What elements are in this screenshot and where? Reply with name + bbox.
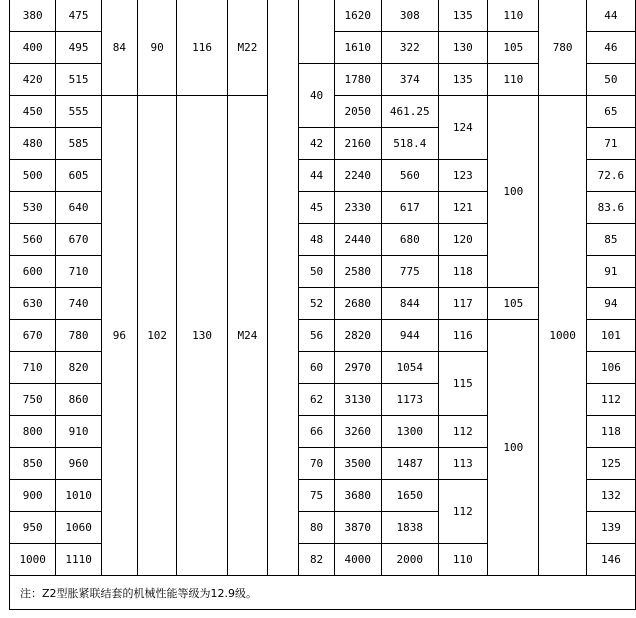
- cell-d: 400: [10, 32, 56, 64]
- cell-p: 117: [438, 288, 488, 320]
- note-row: [10, 576, 636, 610]
- cell-p: 116: [438, 320, 488, 352]
- cell-m: 1610: [334, 32, 381, 64]
- cell-D: 910: [56, 416, 101, 448]
- cell-q: 100: [488, 320, 539, 576]
- cell-n: 1487: [381, 448, 438, 480]
- cell-D: 515: [56, 64, 101, 96]
- cell-m: 2160: [334, 128, 381, 160]
- cell-d: 1000: [10, 544, 56, 576]
- cell-k: 48: [299, 224, 334, 256]
- cell-r: 91: [586, 256, 635, 288]
- cell-d: 800: [10, 416, 56, 448]
- cell-D: 960: [56, 448, 101, 480]
- cell-s: 780: [539, 0, 586, 96]
- cell-k: 56: [299, 320, 334, 352]
- cell-p: 115: [438, 352, 488, 416]
- cell-a: 84: [101, 0, 137, 96]
- cell-k: 60: [299, 352, 334, 384]
- cell-p: 130: [438, 32, 488, 64]
- cell-d: 900: [10, 480, 56, 512]
- cell-a: 96: [101, 96, 137, 576]
- cell-n: 617: [381, 192, 438, 224]
- cell-m: 1780: [334, 64, 381, 96]
- cell-m: 1620: [334, 0, 381, 32]
- cell-bolt: M24: [227, 96, 267, 576]
- cell-r: 94: [586, 288, 635, 320]
- cell-D: 860: [56, 384, 101, 416]
- cell-n: 1300: [381, 416, 438, 448]
- cell-n: 1838: [381, 512, 438, 544]
- cell-k: 42: [299, 128, 334, 160]
- cell-m: 2680: [334, 288, 381, 320]
- cell-k: 62: [299, 384, 334, 416]
- cell-k: 75: [299, 480, 334, 512]
- cell-n: 1054: [381, 352, 438, 384]
- cell-D: 1110: [56, 544, 101, 576]
- cell-k: 45: [299, 192, 334, 224]
- cell-q: 110: [488, 0, 539, 32]
- cell-d: 500: [10, 160, 56, 192]
- cell-k: 66: [299, 416, 334, 448]
- cell-m: 2970: [334, 352, 381, 384]
- cell-k: 70: [299, 448, 334, 480]
- table-row: [10, 0, 636, 32]
- cell-r: 118: [586, 416, 635, 448]
- cell-n: 322: [381, 32, 438, 64]
- cell-n: 518.4: [381, 128, 438, 160]
- cell-D: 475: [56, 0, 101, 32]
- cell-n: 560: [381, 160, 438, 192]
- cell-r: 50: [586, 64, 635, 96]
- cell-s: 1000: [539, 96, 586, 576]
- cell-k: 44: [299, 160, 334, 192]
- cell-b: 90: [137, 0, 176, 96]
- cell-k: 80: [299, 512, 334, 544]
- cell-k: 52: [299, 288, 334, 320]
- cell-d: 630: [10, 288, 56, 320]
- cell-q: 100: [488, 96, 539, 288]
- cell-k: 82: [299, 544, 334, 576]
- cell-m: 2580: [334, 256, 381, 288]
- cell-m: 3680: [334, 480, 381, 512]
- cell-p: 135: [438, 64, 488, 96]
- cell-n: 844: [381, 288, 438, 320]
- cell-q: 105: [488, 32, 539, 64]
- cell-D: 710: [56, 256, 101, 288]
- cell-r: 125: [586, 448, 635, 480]
- cell-r: 146: [586, 544, 635, 576]
- cell-D: 495: [56, 32, 101, 64]
- cell-r: 83.6: [586, 192, 635, 224]
- cell-p: 112: [438, 480, 488, 544]
- cell-D: 640: [56, 192, 101, 224]
- cell-m: 2820: [334, 320, 381, 352]
- cell-r: 106: [586, 352, 635, 384]
- cell-d: 420: [10, 64, 56, 96]
- cell-p: 118: [438, 256, 488, 288]
- cell-n: 461.25: [381, 96, 438, 128]
- cell-q: 110: [488, 64, 539, 96]
- cell-m: 4000: [334, 544, 381, 576]
- cell-m: 3130: [334, 384, 381, 416]
- cell-D: 820: [56, 352, 101, 384]
- cell-D: 605: [56, 160, 101, 192]
- cell-c: 130: [177, 96, 227, 576]
- cell-m: 3260: [334, 416, 381, 448]
- cell-n: 680: [381, 224, 438, 256]
- cell-p: 123: [438, 160, 488, 192]
- cell-n: 944: [381, 320, 438, 352]
- cell-p: 124: [438, 96, 488, 160]
- cell-r: 132: [586, 480, 635, 512]
- cell-n: 1650: [381, 480, 438, 512]
- cell-p: 135: [438, 0, 488, 32]
- cell-d: 530: [10, 192, 56, 224]
- cell-p: 112: [438, 416, 488, 448]
- cell-q: 105: [488, 288, 539, 320]
- cell-m: 3500: [334, 448, 381, 480]
- cell-m: 3870: [334, 512, 381, 544]
- cell-D: 670: [56, 224, 101, 256]
- cell-k-empty: [299, 0, 334, 64]
- cell-p: 121: [438, 192, 488, 224]
- cell-m: 2050: [334, 96, 381, 128]
- table-note: 注：Z2型胀紧联结套的机械性能等级为12.9级。: [10, 576, 636, 610]
- cell-k: 40: [299, 64, 334, 128]
- cell-n: 775: [381, 256, 438, 288]
- cell-m: 2240: [334, 160, 381, 192]
- cell-r: 72.6: [586, 160, 635, 192]
- cell-d: 380: [10, 0, 56, 32]
- cell-d: 850: [10, 448, 56, 480]
- cell-k: 50: [299, 256, 334, 288]
- cell-m: 2440: [334, 224, 381, 256]
- cell-d: 480: [10, 128, 56, 160]
- cell-bolt: M22: [227, 0, 267, 96]
- cell-p: 113: [438, 448, 488, 480]
- cell-r: 65: [586, 96, 635, 128]
- cell-r: 46: [586, 32, 635, 64]
- cell-d: 600: [10, 256, 56, 288]
- cell-d: 560: [10, 224, 56, 256]
- cell-r: 139: [586, 512, 635, 544]
- cell-n: 2000: [381, 544, 438, 576]
- cell-r: 85: [586, 224, 635, 256]
- cell-r: 44: [586, 0, 635, 32]
- cell-D: 1010: [56, 480, 101, 512]
- cell-n: 1173: [381, 384, 438, 416]
- cell-m: 2330: [334, 192, 381, 224]
- cell-d: 710: [10, 352, 56, 384]
- cell-r: 71: [586, 128, 635, 160]
- cell-p: 110: [438, 544, 488, 576]
- cell-r: 101: [586, 320, 635, 352]
- cell-c: 116: [177, 0, 227, 96]
- cell-d: 950: [10, 512, 56, 544]
- cell-D: 780: [56, 320, 101, 352]
- gap-column: [268, 0, 299, 576]
- cell-D: 585: [56, 128, 101, 160]
- cell-r: 112: [586, 384, 635, 416]
- cell-n: 308: [381, 0, 438, 32]
- cell-D: 555: [56, 96, 101, 128]
- cell-n: 374: [381, 64, 438, 96]
- cell-b: 102: [137, 96, 176, 576]
- cell-d: 450: [10, 96, 56, 128]
- cell-D: 740: [56, 288, 101, 320]
- spec-table: [9, 0, 636, 610]
- cell-p: 120: [438, 224, 488, 256]
- cell-d: 670: [10, 320, 56, 352]
- cell-D: 1060: [56, 512, 101, 544]
- cell-d: 750: [10, 384, 56, 416]
